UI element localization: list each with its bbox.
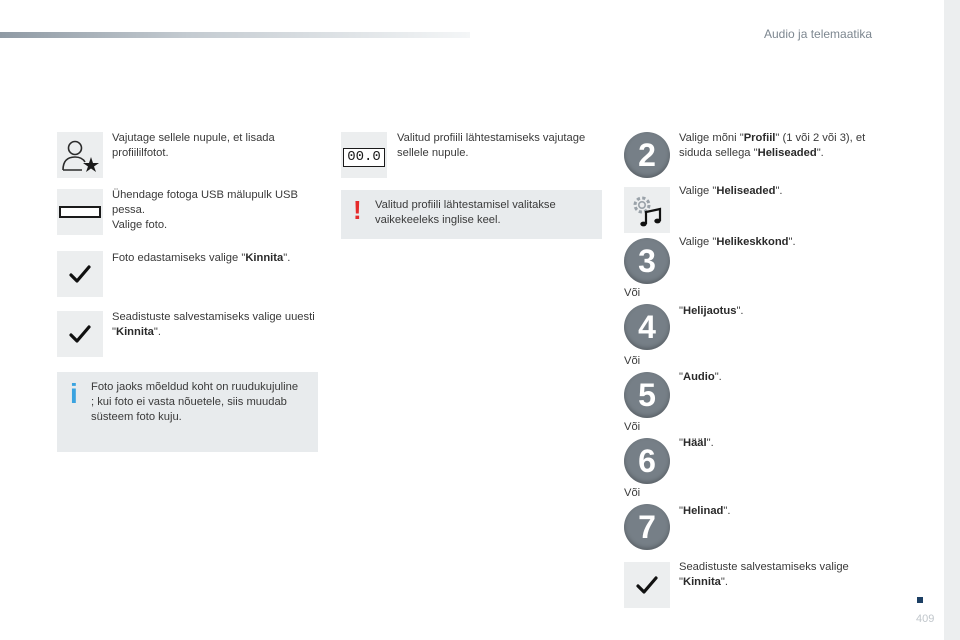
text-part: Seadistuste salvestamiseks valige " xyxy=(679,561,849,588)
section-title: Audio ja telemaatika xyxy=(764,27,873,41)
text-part: ". xyxy=(153,326,161,338)
warning-note xyxy=(341,190,602,239)
text-part: ". xyxy=(736,305,744,317)
save-check-icon xyxy=(57,311,103,357)
text-part: ". xyxy=(816,147,824,159)
page-number: 409 xyxy=(916,613,935,625)
helinad-text xyxy=(679,504,889,519)
reset-profile-text: Valitud profiili lähtestamiseks vajutage sellele nupule. xyxy=(397,132,586,159)
step-confirm-photo-text xyxy=(112,251,322,266)
select-helikeskkond-text xyxy=(679,235,889,250)
header-gradient-bar xyxy=(0,32,470,38)
text-part: ". xyxy=(706,437,714,449)
text-part: " xyxy=(679,505,683,517)
text-part: " xyxy=(679,305,683,317)
text-part: ". xyxy=(714,371,722,383)
profile-photo-icon xyxy=(57,132,103,178)
info-note xyxy=(57,372,318,452)
info-mark: i xyxy=(70,378,78,409)
text-part: Seadistuste salvestamiseks valige uuesti " xyxy=(112,311,315,338)
select-profile-text xyxy=(679,131,894,161)
text-part: ". xyxy=(723,505,731,517)
step-number-6: 6 xyxy=(624,438,670,484)
audio-label: Audio xyxy=(682,371,715,383)
kinnita-label: Kinnita xyxy=(115,326,154,338)
helikeskkond-label: Helikeskkond xyxy=(716,236,789,248)
warning-note-text: Valitud profiili lähtestamisel valitakse vaikekeeleks inglise keel. xyxy=(375,199,556,226)
warning-mark: ! xyxy=(353,195,362,225)
step-number-2: 2 xyxy=(624,132,670,178)
text-part: ". xyxy=(788,236,796,248)
text-part: Valige " xyxy=(679,185,717,197)
final-save-text xyxy=(679,560,884,590)
page-edge-strip xyxy=(944,0,960,640)
step-usb-line2: Valige foto. xyxy=(112,219,168,231)
text-part: ". xyxy=(775,185,783,197)
haal-label: Hääl xyxy=(682,437,707,449)
step-number-5: 5 xyxy=(624,372,670,418)
haal-text xyxy=(679,436,889,451)
select-heliseaded-text xyxy=(679,184,889,199)
kinnita-label: Kinnita xyxy=(245,252,284,264)
text-part: Foto edastamiseks valige " xyxy=(112,252,246,264)
step-number-4: 4 xyxy=(624,304,670,350)
step-number-3: 3 xyxy=(624,238,670,284)
confirm-check-icon xyxy=(57,251,103,297)
sound-settings-icon xyxy=(624,187,670,233)
helijaotus-text xyxy=(679,304,889,319)
helijaotus-label: Helijaotus xyxy=(682,305,737,317)
text-part: Valige " xyxy=(679,236,717,248)
or-label: Või xyxy=(624,355,641,367)
helinad-label: Helinad xyxy=(682,505,724,517)
step-number-7: 7 xyxy=(624,504,670,550)
step-usb-line1: Ühendage fotoga USB mälupulk USB pessa. xyxy=(112,189,298,216)
text-part: " xyxy=(679,371,683,383)
usb-slot-icon xyxy=(57,189,103,235)
info-note-text: Foto jaoks mõeldud koht on ruudukujuline ; kui foto ei vasta nõuetele, siis muudab süsteem foto kuju. xyxy=(91,381,299,423)
heliseaded-label: Heliseaded xyxy=(716,185,776,197)
heliseaded-label: Heliseaded xyxy=(757,147,817,159)
profiil-label: Profiil xyxy=(743,132,776,144)
reset-button-label: 00.0 xyxy=(343,148,385,167)
text-part: " xyxy=(679,437,683,449)
text-part: " (1 või 2 või 3), et siduda sellega " xyxy=(679,132,866,159)
or-label: Või xyxy=(624,421,641,433)
or-label: Või xyxy=(624,487,641,499)
page-marker xyxy=(917,597,923,603)
audio-text xyxy=(679,370,889,385)
text-part: ". xyxy=(283,252,291,264)
final-save-check-icon xyxy=(624,562,670,608)
reset-button-icon xyxy=(341,132,387,178)
text-part: ". xyxy=(720,576,728,588)
step-usb-text xyxy=(112,188,322,233)
text-part: Valige mõni " xyxy=(679,132,744,144)
or-label: Või xyxy=(624,287,641,299)
kinnita-label: Kinnita xyxy=(682,576,721,588)
step-add-photo-text: Vajutage sellele nupule, et lisada profiililfotot. xyxy=(112,132,275,159)
step-save-text xyxy=(112,310,317,340)
